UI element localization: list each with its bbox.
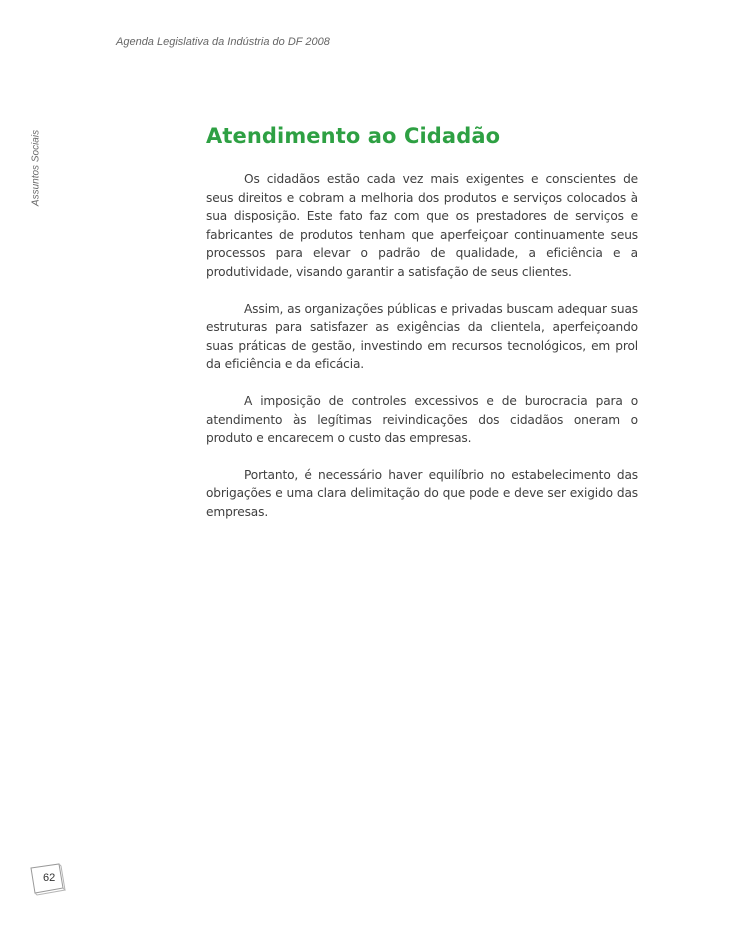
paragraph-3: A imposição de controles excessivos e de burocracia para o atendimento às legítimas reivindicações dos cidadãos oneram o produto e encarecem o custo das empresas. (206, 393, 638, 446)
page-title: Atendimento ao Cidadão (206, 124, 501, 148)
running-header: Agenda Legislativa da Indústria do DF 2008 (116, 36, 330, 48)
page-number: 62 (43, 872, 56, 884)
paragraph-1: Os cidadãos estão cada vez mais exigentes e conscientes de seus direitos e cobram a melhoria dos produtos e serviços colocados à sua disposição. Este fato faz com que os prestadores de serviços e fabricantes de produtos tenham que aperfeiçoar continuamente seus processos para elevar o padrão de qualidade, a eficiência e a produtividade, visando garantir a satisfação de seus clientes. (206, 172, 638, 279)
article-body (206, 170, 638, 540)
section-side-label: Assuntos Sociais (30, 129, 42, 207)
paragraph-2: Assim, as organizações públicas e privadas buscam adequar suas estruturas para satisfazer as exigências da clientela, aperfeiçoando suas práticas de gestão, investindo em recursos tecnológicos, em prol da eficiência e da eficácia. (206, 301, 638, 372)
paragraph-4: Portanto, é necessário haver equilíbrio no estabelecimento das obrigações e uma clara delimitação do que pode e deve ser exigido das empresas. (206, 467, 638, 519)
